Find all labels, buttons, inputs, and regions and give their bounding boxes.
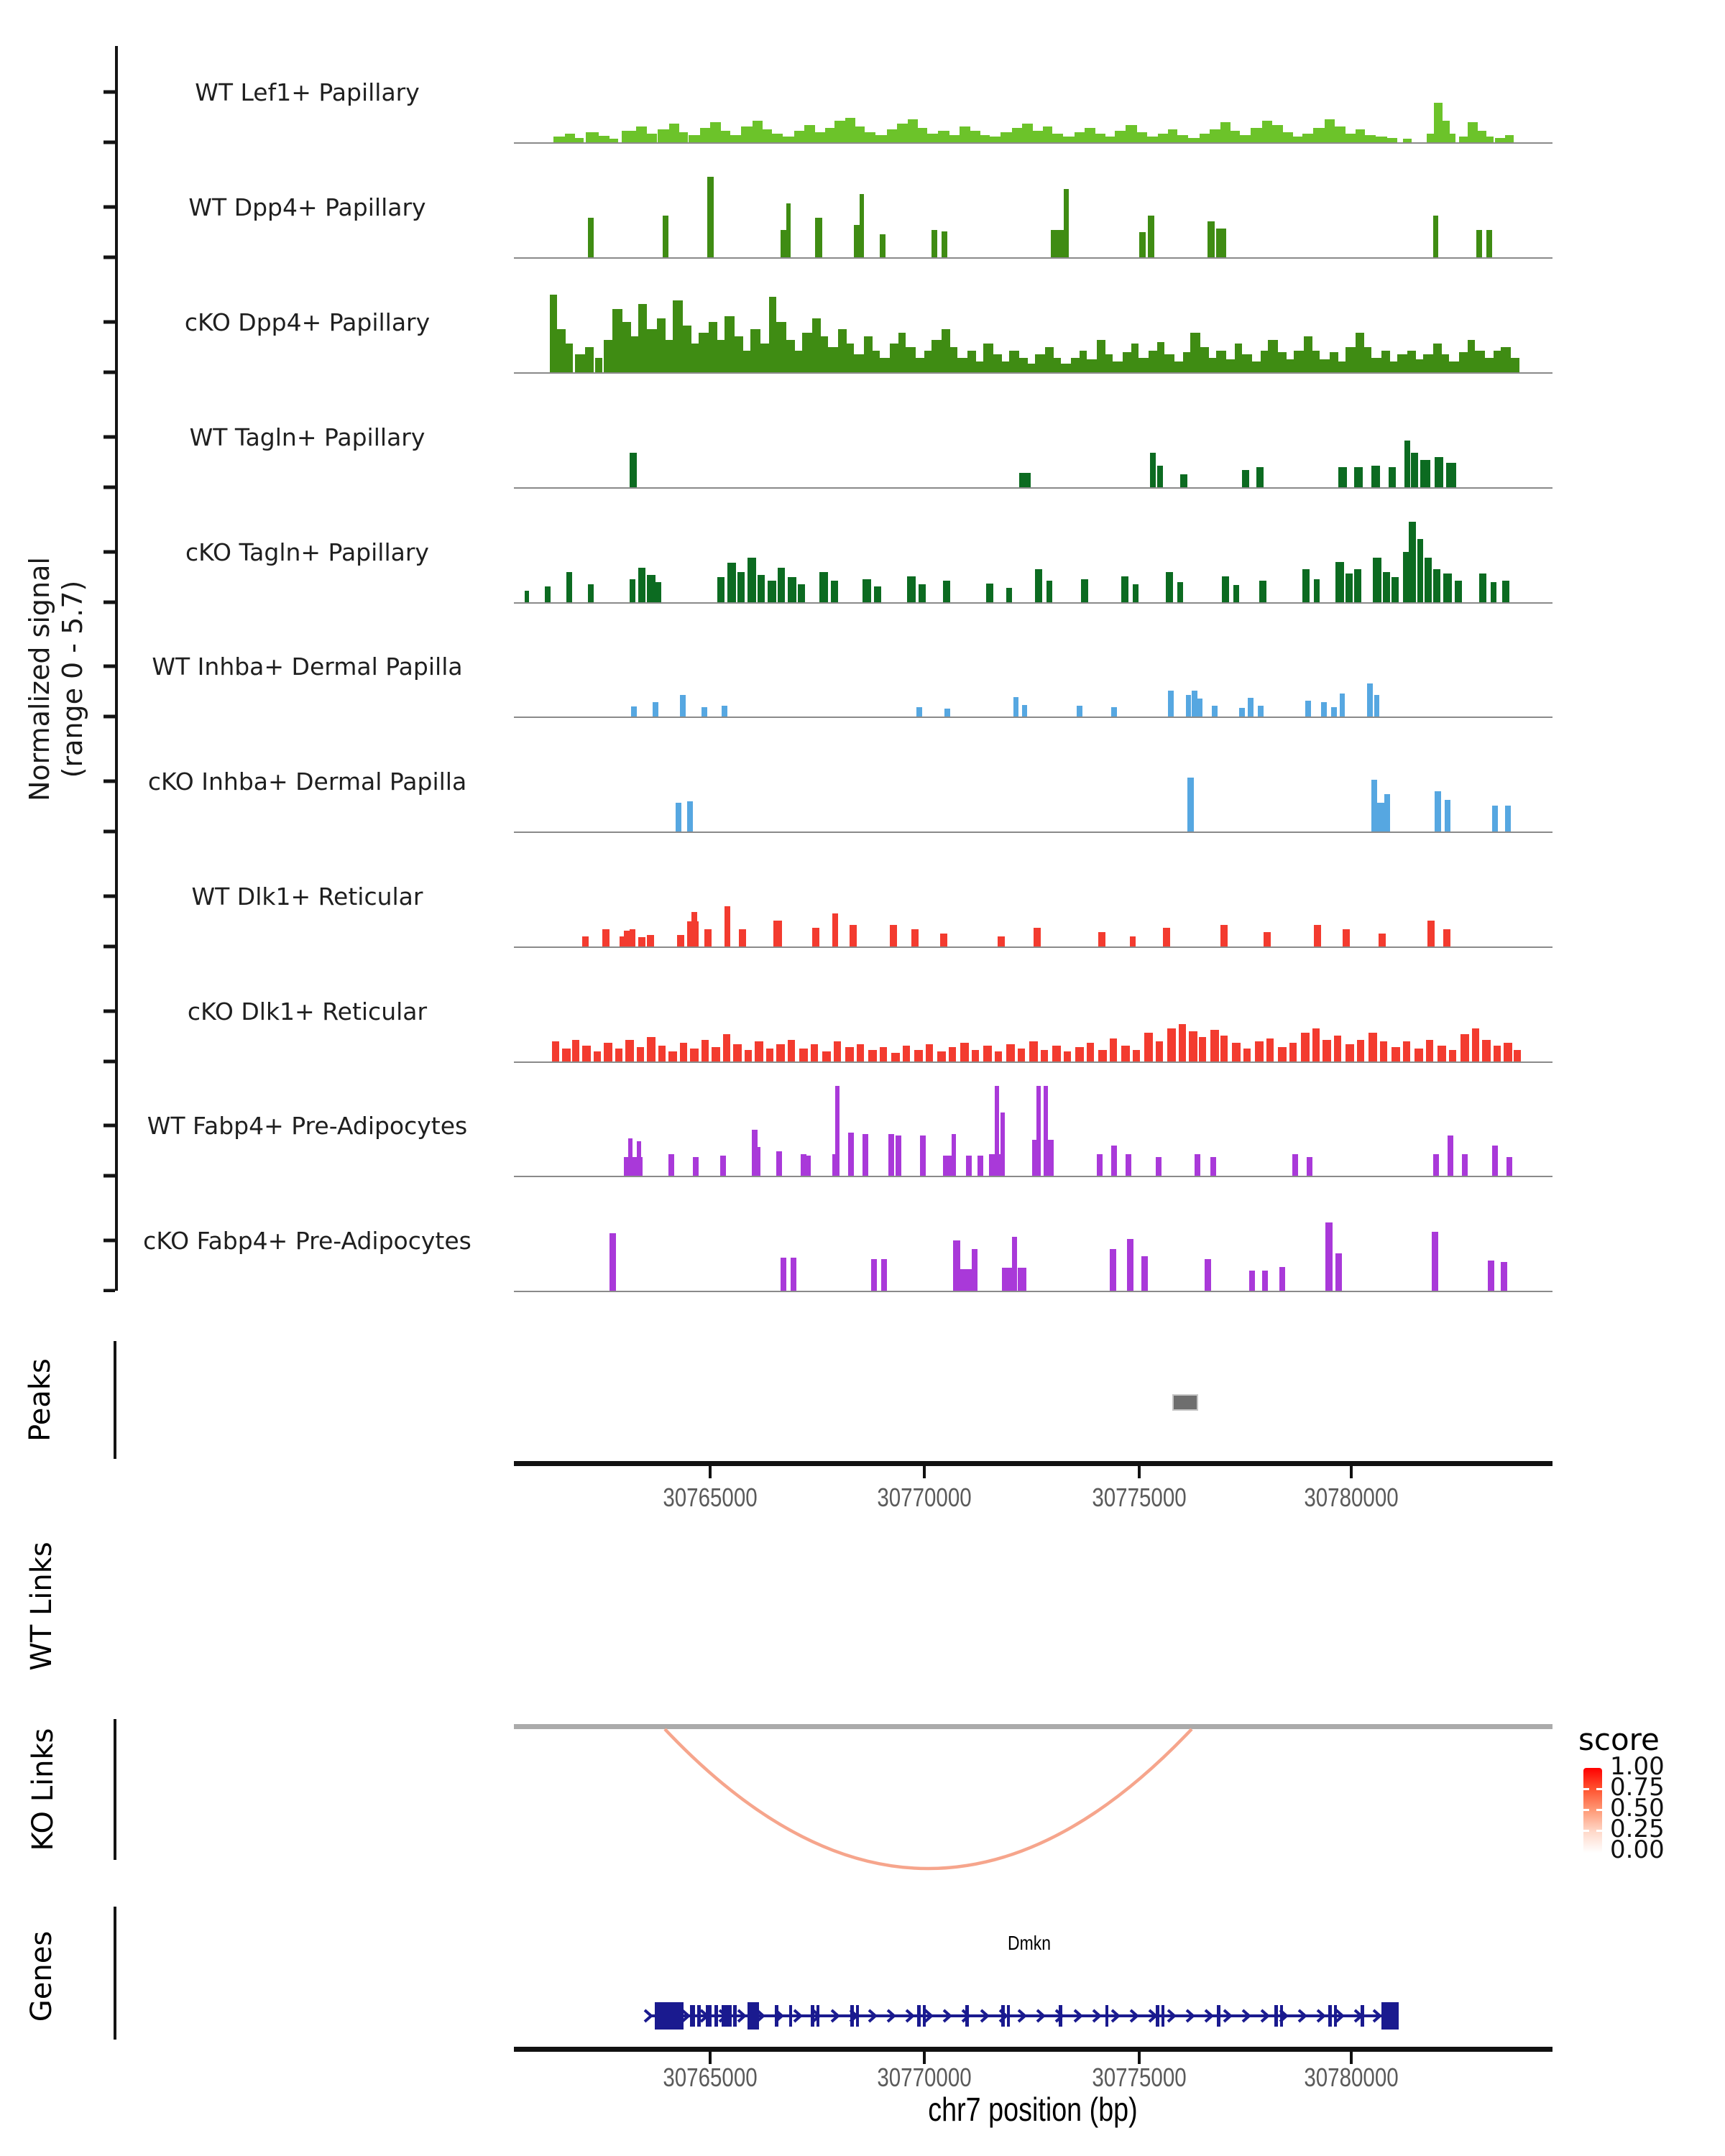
x-axis-tick-label: 30775000 <box>1092 1483 1187 1512</box>
gene-exon-tick <box>811 2005 814 2027</box>
gene-exon-tick <box>706 2005 712 2027</box>
score-notch <box>1583 1830 1589 1832</box>
track-label: cKO Tagln+ Papillary <box>185 538 429 566</box>
y-axis-label-line2: (range 0 - 5.7) <box>57 580 88 778</box>
x-axis-tick-label: 30765000 <box>663 1483 758 1512</box>
gene-exon-tick <box>1328 2005 1332 2027</box>
coverage-track-signal <box>514 395 1552 487</box>
x-axis-tick <box>923 1466 926 1478</box>
track-baseline <box>514 602 1552 604</box>
y-axis-label-line1: Normalized signal <box>24 557 55 801</box>
score-legend <box>1578 1722 1722 1880</box>
section-label-wt-links: WT Links <box>25 1542 58 1671</box>
coverage-track-signal <box>514 1084 1552 1176</box>
gene-exon-tick <box>1334 2005 1337 2027</box>
gene-exon-tick <box>1274 2005 1278 2027</box>
x-axis-line <box>514 2047 1552 2052</box>
x-axis-tick-label: 30775000 <box>1092 2063 1187 2092</box>
track-baseline <box>514 946 1552 948</box>
section-label-ko-links: KO Links <box>27 1728 60 1851</box>
gene-exon-tick <box>1217 2005 1220 2027</box>
gene-exon-tick <box>1162 2005 1164 2027</box>
track-label: cKO Dpp4+ Papillary <box>184 308 431 336</box>
track-baseline <box>514 1061 1552 1063</box>
ko-link-arc <box>514 1726 1552 1881</box>
score-notch <box>1596 1809 1602 1811</box>
section-label-peaks: Peaks <box>24 1358 57 1442</box>
track-baseline <box>514 142 1552 144</box>
track-baseline <box>514 257 1552 259</box>
gene-exon-tick <box>690 2005 695 2027</box>
gene-exon-tick <box>1156 2005 1159 2027</box>
gene-exon-tick <box>1105 2005 1108 2027</box>
gene-exon-tick <box>816 2005 819 2027</box>
track-baseline <box>514 717 1552 718</box>
gene-exon-tick <box>697 2005 701 2027</box>
x-axis-tick <box>1138 1466 1141 1478</box>
gene-exon-tick <box>775 2005 778 2027</box>
gene-exon-tick <box>1361 2005 1364 2027</box>
track-baseline <box>514 1291 1552 1292</box>
gene-exon-tick <box>789 2005 792 2027</box>
track-label: WT Inhba+ Dermal Papilla <box>152 653 463 681</box>
coverage-track-signal <box>514 625 1552 717</box>
gene-exon-tick <box>1007 2005 1010 2027</box>
score-legend-value: 0.75 <box>1610 1773 1665 1802</box>
score-legend-value: 0.50 <box>1610 1794 1665 1823</box>
track-label: WT Dlk1+ Reticular <box>191 883 423 911</box>
gene-exon <box>1381 2002 1399 2030</box>
ko-links-axis-bracket <box>114 1719 116 1860</box>
gene-model <box>514 1989 1552 2043</box>
coverage-track-signal <box>514 969 1552 1061</box>
y-axis-label <box>23 252 92 1107</box>
track-baseline <box>514 372 1552 374</box>
track-baseline <box>514 1176 1552 1177</box>
x-axis-tick-label: 30765000 <box>663 2063 758 2092</box>
score-notch <box>1583 1809 1589 1811</box>
x-axis-tick <box>709 1466 712 1478</box>
gene-exon-tick <box>714 2005 718 2027</box>
gene-exon-tick <box>923 2005 926 2027</box>
coverage-track-signal <box>514 165 1552 257</box>
coverage-track-signal <box>514 854 1552 946</box>
x-axis-tick-label: 30780000 <box>1304 2063 1399 2092</box>
track-label: cKO Fabp4+ Pre-Adipocytes <box>143 1227 472 1255</box>
score-legend-value: 0.25 <box>1610 1815 1665 1843</box>
peaks-axis-bracket <box>114 1341 116 1459</box>
score-notch <box>1596 1788 1602 1790</box>
track-label: cKO Inhba+ Dermal Papilla <box>147 768 467 796</box>
x-axis-tick-label: 30780000 <box>1304 1483 1399 1512</box>
gene-exon <box>748 2002 759 2030</box>
score-legend-value: 1.00 <box>1610 1752 1665 1781</box>
gene-exon <box>655 2002 684 2030</box>
track-label: WT Fabp4+ Pre-Adipocytes <box>147 1112 468 1140</box>
x-axis-tick-label: 30770000 <box>877 2063 972 2092</box>
track-label: WT Tagln+ Papillary <box>189 423 426 451</box>
x-axis-tick-label: 30770000 <box>877 1483 972 1512</box>
gene-exon-tick <box>1280 2005 1283 2027</box>
gene-exon-tick <box>856 2005 859 2027</box>
score-notch <box>1596 1830 1602 1832</box>
gene-exon-tick <box>1059 2005 1062 2027</box>
score-legend-value: 0.00 <box>1610 1835 1665 1864</box>
peak-region-box <box>1172 1394 1198 1411</box>
score-notch <box>1583 1788 1589 1790</box>
gene-exon-tick <box>722 2005 732 2027</box>
coverage-track-signal <box>514 510 1552 602</box>
gene-exon-tick <box>965 2005 969 2027</box>
track-label: WT Lef1+ Papillary <box>195 78 420 106</box>
coverage-track-signal <box>514 1199 1552 1291</box>
coverage-track-signal <box>514 50 1552 142</box>
gene-exon-tick <box>850 2005 854 2027</box>
track-baseline <box>514 487 1552 489</box>
gene-exon-tick <box>917 2005 921 2027</box>
score-legend-title: score <box>1578 1722 1660 1757</box>
track-baseline <box>514 831 1552 833</box>
x-axis-line <box>514 1461 1552 1466</box>
track-label: cKO Dlk1+ Reticular <box>187 998 428 1026</box>
track-label: WT Dpp4+ Papillary <box>188 193 426 221</box>
x-axis-tick <box>1350 1466 1353 1478</box>
section-label-genes: Genes <box>25 1930 58 2022</box>
gene-exon-tick <box>1001 2005 1005 2027</box>
score-gradient-bar <box>1583 1768 1602 1853</box>
x-axis-title: chr7 position (bp) <box>928 2091 1138 2128</box>
genes-axis-bracket <box>114 1907 116 2040</box>
gene-exon-tick <box>733 2005 737 2027</box>
coverage-track-signal <box>514 740 1552 831</box>
gene-name-label: Dmkn <box>1008 1932 1051 1954</box>
coverage-track-signal <box>514 280 1552 372</box>
